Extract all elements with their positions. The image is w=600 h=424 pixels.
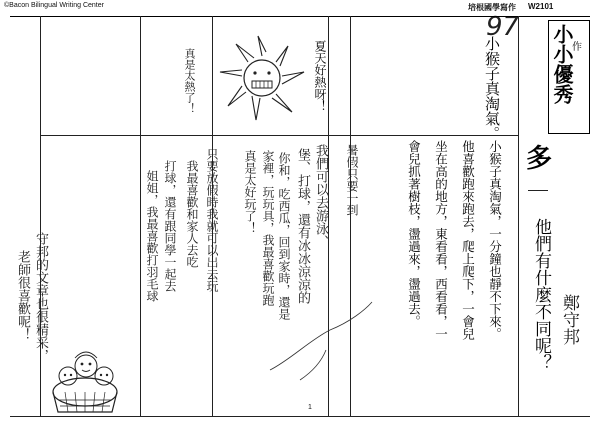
student-column-1: 暑假只要一到 xyxy=(345,144,359,216)
passage-column-3: 坐在高的地方，東看看，西看看，一 xyxy=(433,140,449,340)
caption-hot-summer: 夏天好熱呀！ xyxy=(313,40,327,112)
document-code: W2101 xyxy=(528,2,554,11)
school-label: 培根國學寫作 xyxy=(468,3,516,12)
student-column-4: 你和，吃西瓜，回到家時，還是 xyxy=(277,152,291,320)
teacher-comment-2: 老師很喜歡呢！ xyxy=(15,250,30,341)
passage-column-4: 會兒抓著樹枝，盪過來，盪過去。 xyxy=(406,140,422,328)
student-column-8: 我最喜歡和家人去吃 xyxy=(185,160,199,268)
student-column-10: 姐姐，我最喜歡打羽毛球 xyxy=(145,170,159,302)
heading-text: 小猴子真淘氣。 xyxy=(483,36,501,141)
student-column-5: 家裡，玩玩具，我最喜歡玩跑 xyxy=(261,150,275,306)
sun-drawing xyxy=(214,26,314,126)
title-badge-main: 小小優秀 xyxy=(550,24,574,104)
mid-divider xyxy=(40,135,518,136)
student-column-3: 堡、打球，還有冰冰涼涼的 xyxy=(295,148,310,304)
top-border xyxy=(10,16,590,17)
grid-line xyxy=(140,16,141,416)
teacher-comment-1: 守邦的文章也很精采， xyxy=(33,232,48,362)
copyright-notice: ©Bacon Bilingual Writing Center xyxy=(4,2,104,9)
monkey-basket-illustration xyxy=(40,332,130,418)
student-column-2: 我們可以去游泳、 xyxy=(313,144,328,248)
grid-line xyxy=(518,16,519,416)
question-dash xyxy=(528,190,548,191)
student-column-7: 只要放假時我就可以出去玩 xyxy=(205,148,219,292)
passage-column-1: 小猴子真淘氣，一分鐘也靜不下來。 xyxy=(487,140,503,340)
author-name: 鄭守邦 xyxy=(559,294,579,345)
title-badge-under: 多 xyxy=(526,144,553,174)
passage-column-2: 他喜歡跑來跑去，爬上爬下，一會兒 xyxy=(460,140,476,340)
question-text: 他們有什麼不同呢？ xyxy=(531,218,551,371)
correction-marks xyxy=(260,300,380,400)
page-number: 1 xyxy=(308,404,312,411)
student-column-9: 打球，還有跟同學一起去 xyxy=(163,160,177,292)
grade-mark: 97 xyxy=(486,12,520,42)
side-note: 真是太熱了！ xyxy=(183,48,196,114)
title-badge-side: 作 xyxy=(572,42,582,53)
student-column-6: 真是太好玩了！ xyxy=(243,150,257,234)
